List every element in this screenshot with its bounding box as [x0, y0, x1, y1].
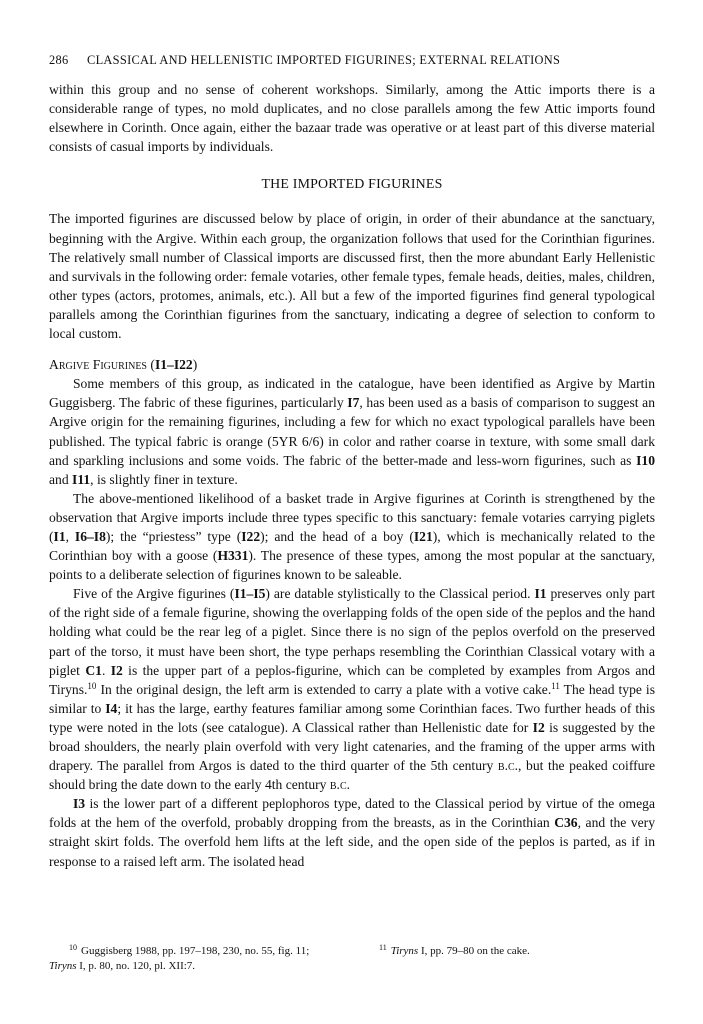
- paragraph-1: within this group and no sense of coherent workshops. Similarly, among the Attic imports there is a considerable range of types, no mold duplicates, and no close parallels among the few Attic imports found elsewhere in Corinth. Once again, either the bazaar trade was operative or at least part of this diverse material consists of casual imports by individuals.: [49, 82, 655, 155]
- footnote-10: $^{10}$ Guggisberg 1988, pp. 197–198, 230, no. 55, fig. 11;: [69, 943, 310, 957]
- catalogue-ref: I10: [636, 452, 655, 468]
- catalogue-ref: I1–I5: [234, 586, 266, 602]
- paragraph-3: Some members of this group, as indicated in the catalogue, have been identified as Argive by Martin Guggisberg. The fabric of these figurines, particularly I7, has been used as a basis of comparison to suggest an Argive origin for the remaining figurines, including a few for which no exact typological parallels have been published. The typical fabric is orange (5YR 6/6) in color and rather coarse in texture, with some small dark and sparkling inclusions and some voids. The fabric of the better-made and less-worn figurines, such as I10 and I11, is slightly finer in texture.: [49, 376, 655, 487]
- page-body: [49, 52, 655, 871]
- catalogue-ref: I2: [110, 662, 123, 678]
- footnote-marker: 11: [551, 680, 560, 691]
- running-header: [49, 52, 655, 68]
- page-number: 286: [49, 53, 69, 67]
- catalogue-ref: I3: [73, 796, 86, 812]
- paragraph-5: Five of the Argive figurines (I1–I5) are datable stylistically to the Classical period. I1 preserves only part of the right side of a female figurine, showing the overlapping folds of the open side of the peplos and the hand holding what could be the rear leg of a piglet. Since there is no sign of the peplos overfold on the preserved part of the torso, it must have been short, the type perhaps resembling the Corinthian Classical votary with a piglet C1. I2 is the upper part of a peplos-figurine, which can be completed by examples from Argos and Tiryns.$^{10}$ In the original design, the left arm is extended to carry a plate with a votive cake.$^{11}$ The head type is similar to I4; it has the large, earthy features familiar among some Corinthian faces. Two further heads of this type were noted in the lots (see catalogue). A Classical rather than Hellenistic date for I2 is suggested by the broad shoulders, the nearly plain overfold with very light catenaries, and the framing of the upper arms with drapery. The parallel from Argos is dated to the third quarter of the 5th century b.c., but the peaked coiffure should bring the date down to the early 4th century b.c.: [49, 586, 655, 793]
- footnote-11: $^{11}$ Tiryns I, pp. 79–80 on the cake.: [379, 943, 530, 957]
- catalogue-ref: I11: [72, 471, 91, 487]
- catalogue-ref: I1: [534, 586, 547, 602]
- catalogue-ref: I7: [347, 395, 360, 411]
- paragraph-6: I3 is the lower part of a different peplophoros type, dated to the Classical period by virtue of the omega folds at the hem of the overfold, probably dropping from the breasts, as in the Corinthian C36, and the very straight skirt folds. The overfold hem lifts at the left side, and the open side of the peplos is parted, as if in response to a raised left arm. The isolated head: [49, 796, 656, 869]
- catalogue-ref: C36: [554, 815, 578, 831]
- catalogue-ref: C1: [85, 662, 102, 678]
- running-title: CLASSICAL AND HELLENISTIC IMPORTED FIGURINES; EXTERNAL RELATIONS: [87, 53, 561, 67]
- catalogue-ref: I22: [241, 528, 261, 544]
- catalogue-ref: I6–I8: [74, 528, 106, 544]
- paragraph-2: The imported figurines are discussed below by place of origin, in order of their abundance at the sanctuary, beginning with the Argive. Within each group, the organization follows that used for the Corinthian figurines. The relatively small number of Classical imports are discussed first, then the more abundant Early Hellenistic and survivals in the following order: female votaries, other female types, female heads, deities, males, children, other types (actors, protomes, animals, etc.). All but a few of the imported figurines find general typological parallels among the Corinthian figurines from the sanctuary, indicating a degree of selection to conform to local custom.: [49, 211, 655, 342]
- era-abbrev: b.c.: [497, 758, 519, 774]
- subsection-label: Argive Figurines: [49, 357, 147, 373]
- paragraph-4: The above-mentioned likelihood of a basket trade in Argive figurines at Corinth is strengthened by the observation that Argive imports include three types specific to this sanctuary: female votaries carrying piglets (I1, I6–I8); the “priestess” type (I22); and the head of a boy (I21), which is mechanically related to the Corinthian boy with a goose (H331). The presence of these types, among the most popular at the sanctuary, points to a deliberate selection of figurines known to be saleable.: [49, 490, 656, 583]
- catalogue-ref: H331: [217, 548, 249, 564]
- era-abbrev: b.c.: [329, 777, 351, 793]
- footnotes: [49, 940, 655, 974]
- footnote-10-continued: Tiryns I, p. 80, no. 120, pl. XII:7.: [49, 960, 196, 972]
- section-title: THE IMPORTED FIGURINES: [261, 177, 443, 193]
- subsection-heading: Argive Figurines (I1–I22): [49, 357, 198, 373]
- footnote-marker: 10: [87, 680, 97, 691]
- catalogue-ref: I1: [53, 528, 66, 544]
- catalogue-ref: I2: [532, 719, 545, 735]
- catalogue-ref: I1–I22: [154, 357, 193, 373]
- catalogue-ref: I4: [105, 700, 118, 716]
- catalogue-ref: I21: [413, 528, 433, 544]
